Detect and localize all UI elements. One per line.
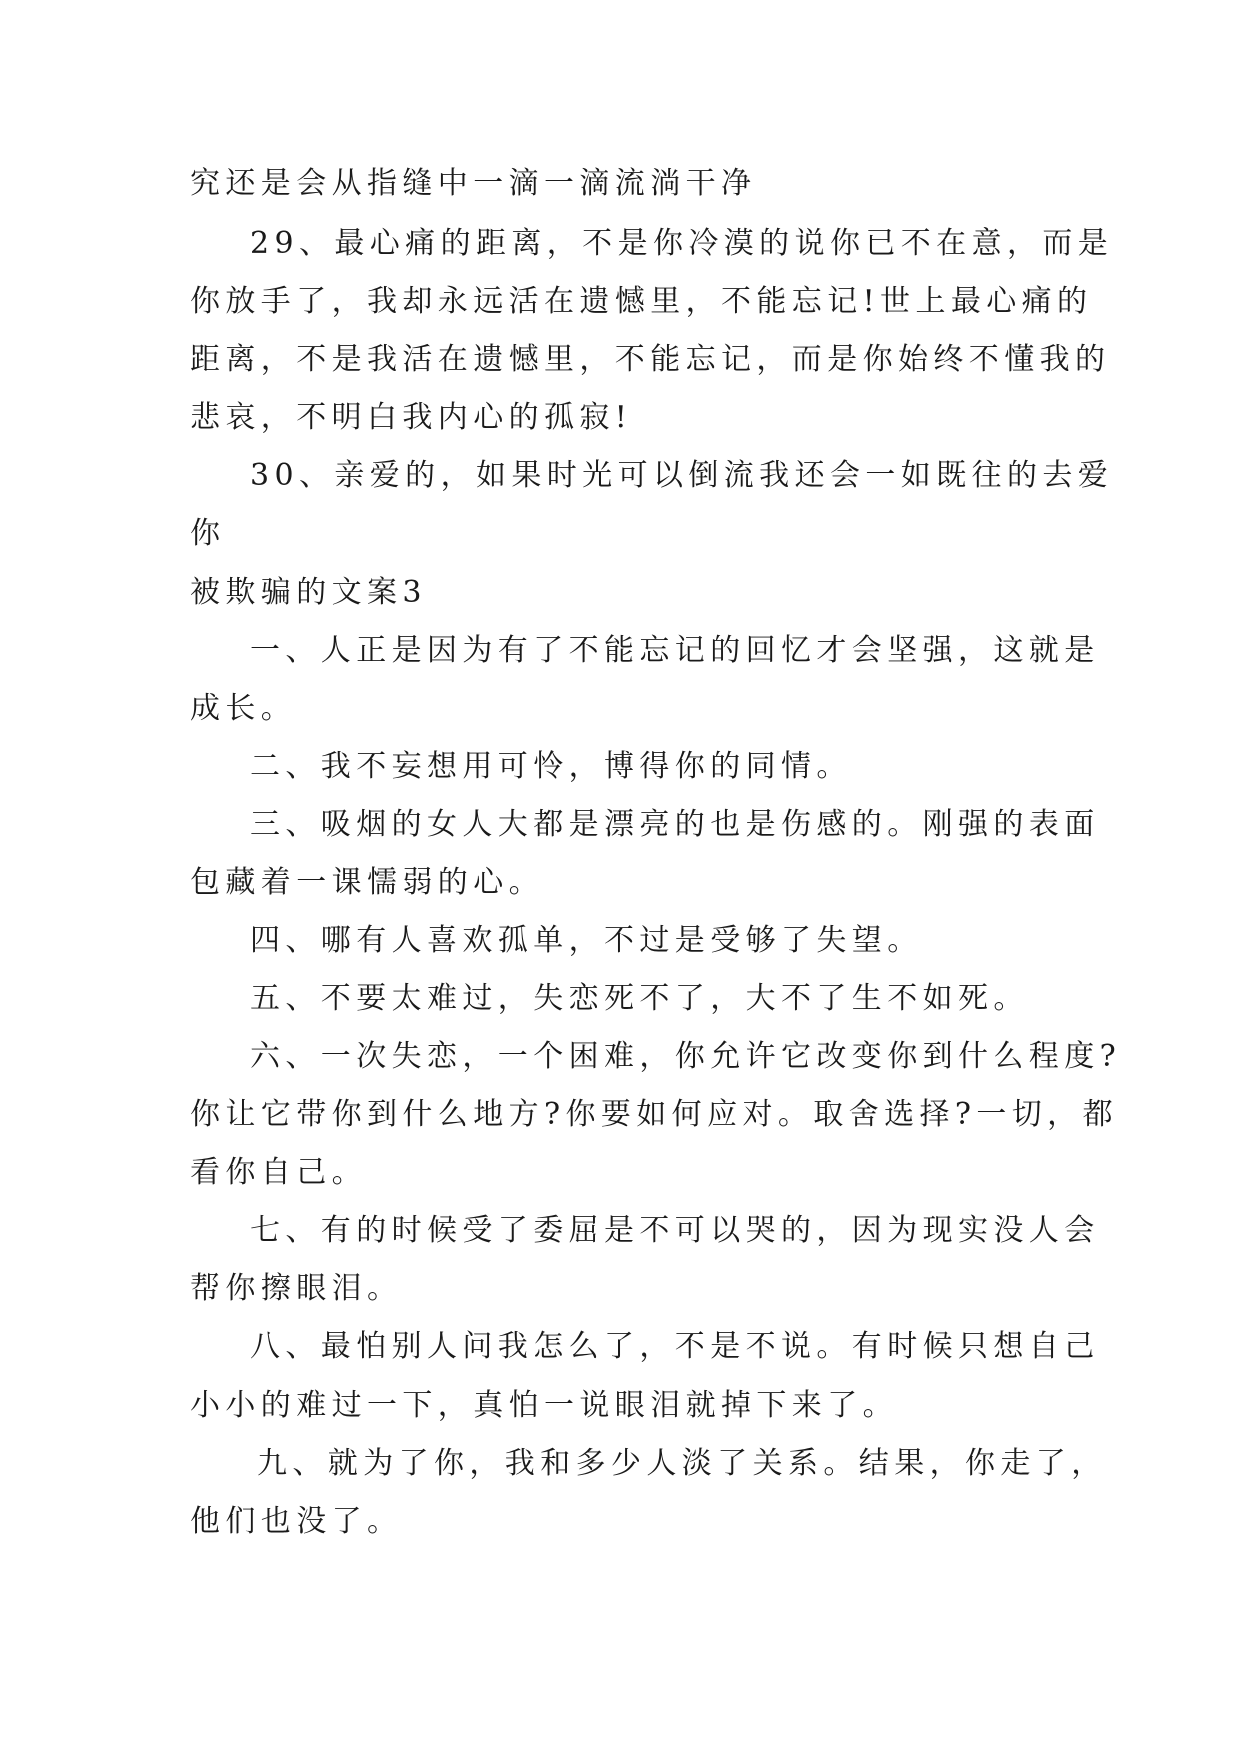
text-line: 你放手了，我却永远活在遗憾里，不能忘记!世上最心痛的	[190, 284, 1093, 319]
paragraph-29: 29、最心痛的距离，不是你冷漠的说你已不在意，而是	[250, 226, 1114, 261]
paragraph-7: 七、有的时候受了委屈是不可以哭的，因为现实没人会	[250, 1213, 1100, 1248]
paragraph-5: 五、不要太难过，失恋死不了，大不了生不如死。	[250, 981, 1029, 1016]
text-line: 成长。	[190, 691, 297, 726]
paragraph-2: 二、我不妄想用可怜，博得你的同情。	[250, 749, 852, 784]
text-line: 帮你擦眼泪。	[190, 1271, 403, 1306]
paragraph-4: 四、哪有人喜欢孤单，不过是受够了失望。	[250, 923, 923, 958]
paragraph-8: 八、最怕别人问我怎么了，不是不说。有时候只想自己	[250, 1329, 1100, 1364]
text-line: 小小的难过一下，真怕一说眼泪就掉下来了。	[190, 1388, 898, 1423]
text-line: 看你自己。	[190, 1155, 367, 1190]
text-line: 他们也没了。	[190, 1504, 403, 1539]
paragraph-1: 一、人正是因为有了不能忘记的回忆才会坚强，这就是	[250, 633, 1100, 668]
paragraph-9: 九、就为了你，我和多少人淡了关系。结果，你走了，	[257, 1446, 1107, 1481]
text-line: 距离，不是我活在遗憾里，不能忘记，而是你始终不懂我的	[190, 342, 1111, 377]
paragraph-3: 三、吸烟的女人大都是漂亮的也是伤感的。刚强的表面	[250, 807, 1100, 842]
section-heading: 被欺骗的文案3	[190, 575, 427, 610]
text-line: 悲哀，不明白我内心的孤寂!	[190, 400, 633, 435]
text-line: 究还是会从指缝中一滴一滴流淌干净	[190, 166, 757, 201]
paragraph-30: 30、亲爱的，如果时光可以倒流我还会一如既往的去爱	[250, 458, 1114, 493]
text-line: 你	[190, 516, 226, 551]
text-line: 包藏着一课懦弱的心。	[190, 865, 544, 900]
text-line: 你让它带你到什么地方?你要如何应对。取舍选择?一切，都	[190, 1097, 1118, 1132]
paragraph-6: 六、一次失恋，一个困难，你允许它改变你到什么程度?	[250, 1039, 1122, 1074]
